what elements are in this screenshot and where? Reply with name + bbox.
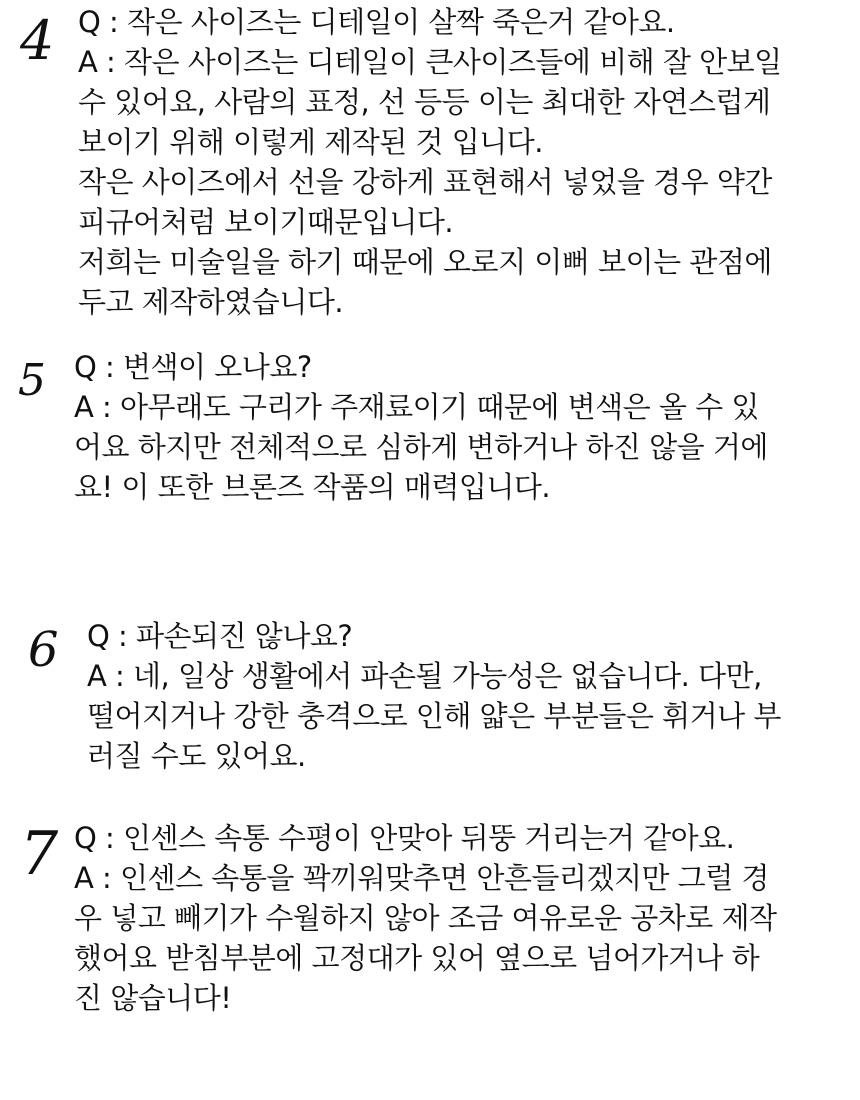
faq-answer-line: A : 인센스 속통을 꽉끼워맞추면 안흔들리겠지만 그럴 경: [74, 861, 769, 895]
faq-question: Q : 파손되진 않나요?: [87, 619, 353, 653]
faq-question: Q : 변색이 오나요?: [74, 350, 312, 384]
faq-answer-line: A : 네, 일상 생활에서 파손될 가능성은 없습니다. 다만,: [87, 659, 762, 693]
faq-answer-line: 작은 사이즈에서 선을 강하게 표현해서 넣었을 경우 약간: [78, 165, 772, 199]
faq-text: [74, 347, 768, 507]
faq-number: 4: [20, 9, 55, 72]
faq-answer-line: 요! 이 또한 브론즈 작품의 매력입니다.: [74, 470, 551, 504]
faq-answer-line: 진 않습니다!: [74, 981, 232, 1015]
faq-answer-line: 저희는 미술일을 하기 때문에 오로지 이뻐 보이는 관점에: [78, 245, 772, 279]
faq-answer-line: 보이기 위해 이렇게 제작된 것 입니다.: [78, 125, 544, 159]
faq-answer-line: 두고 제작하였습니다.: [78, 285, 344, 319]
faq-text: [74, 818, 777, 1018]
faq-answer-line: 떨어지거나 강한 충격으로 인해 얇은 부분들은 휘거나 부: [87, 699, 781, 733]
faq-answer-line: A : 아무래도 구리가 주재료이기 때문에 변색은 올 수 있: [74, 390, 759, 424]
faq-text: [87, 616, 781, 776]
faq-number: 5: [18, 355, 46, 406]
faq-answer-line: 우 넣고 빼기가 수월하지 않아 조금 여유로운 공차로 제작: [74, 901, 777, 935]
faq-text: [78, 2, 782, 322]
faq-question: Q : 작은 사이즈는 디테일이 살짝 죽은거 같아요.: [78, 5, 675, 39]
faq-question: Q : 인센스 속통 수평이 안맞아 뒤뚱 거리는거 같아요.: [74, 821, 735, 855]
faq-answer-line: 러질 수도 있어요.: [87, 739, 306, 773]
faq-number: 7: [20, 819, 59, 889]
faq-answer-line: 수 있어요, 사람의 표정, 선 등등 이는 최대한 자연스럽게: [78, 85, 771, 119]
faq-answer-line: 어요 하지만 전체적으로 심하게 변하거나 하진 않을 거에: [74, 430, 768, 464]
faq-number: 6: [28, 622, 59, 678]
faq-answer-line: 피규어처럼 보이기때문입니다.: [78, 205, 454, 239]
faq-answer-line: A : 작은 사이즈는 디테일이 큰사이즈들에 비해 잘 안보일: [78, 45, 782, 79]
faq-answer-line: 했어요 받침부분에 고정대가 있어 옆으로 넘어가거나 하: [74, 941, 760, 975]
